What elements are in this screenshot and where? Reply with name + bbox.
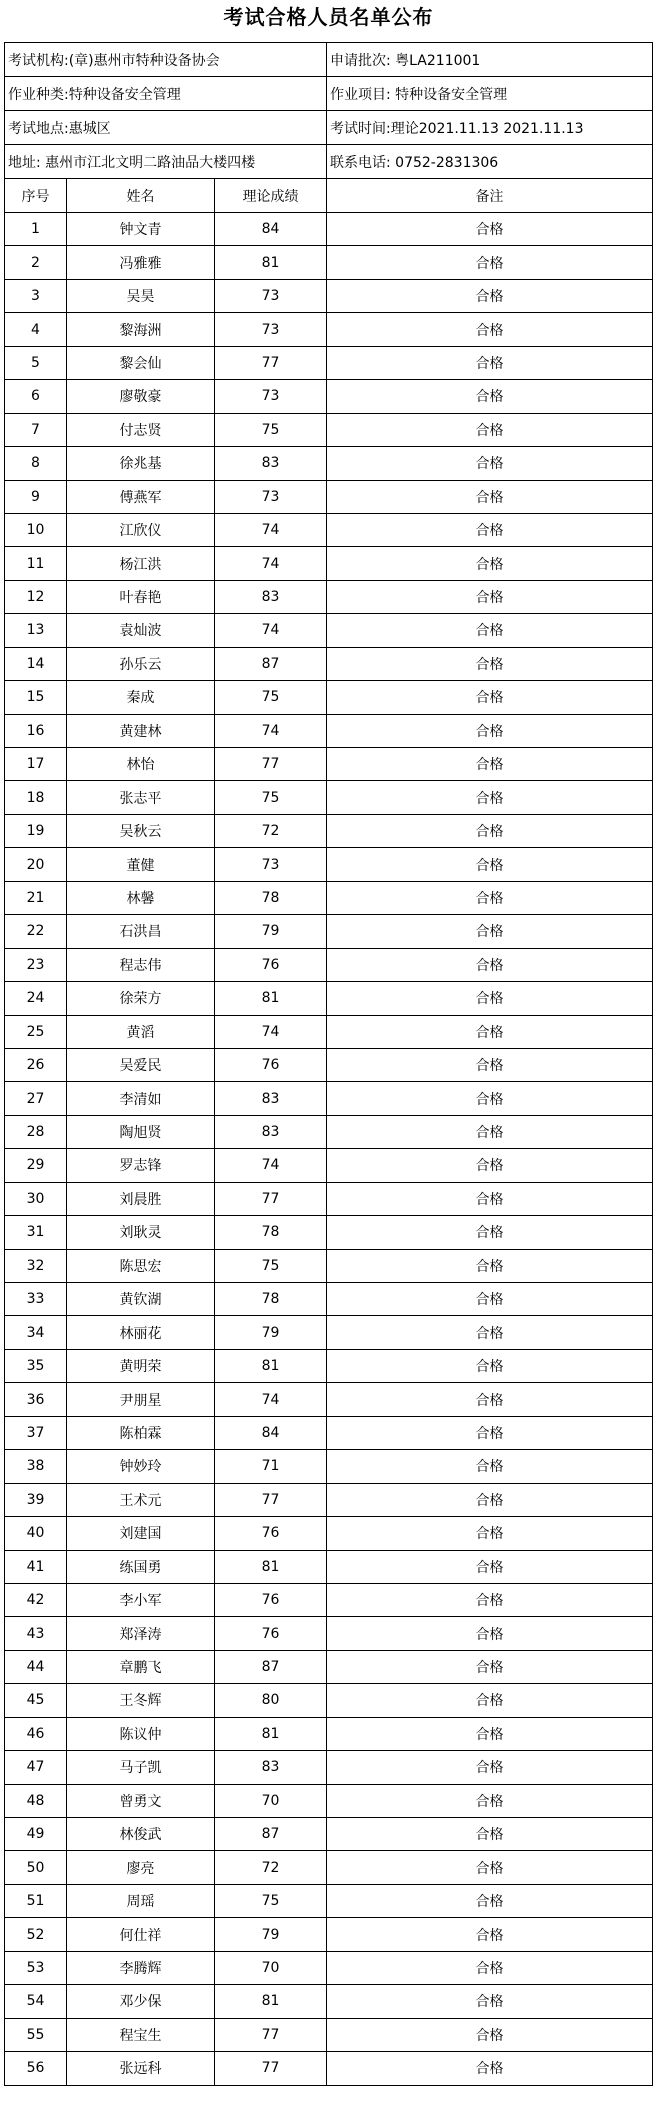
row-remark: 合格	[327, 1115, 653, 1148]
row-name: 陶旭贤	[67, 1115, 215, 1148]
row-name: 李小军	[67, 1583, 215, 1616]
row-score: 72	[215, 1851, 327, 1884]
row-name: 马子凯	[67, 1751, 215, 1784]
row-name: 黄滔	[67, 1015, 215, 1048]
row-index: 32	[5, 1249, 67, 1282]
contact-phone: 联系电话: 0752-2831306	[327, 145, 653, 179]
table-row	[5, 1082, 653, 1115]
row-index: 51	[5, 1884, 67, 1917]
info-row	[5, 77, 653, 111]
row-score: 73	[215, 848, 327, 881]
row-score: 77	[215, 2018, 327, 2051]
table-row	[5, 1717, 653, 1750]
row-index: 2	[5, 246, 67, 279]
row-index: 21	[5, 881, 67, 914]
row-score: 81	[215, 246, 327, 279]
row-name: 程宝生	[67, 2018, 215, 2051]
column-header-remark: 备注	[327, 179, 653, 213]
row-score: 73	[215, 313, 327, 346]
row-name: 秦成	[67, 681, 215, 714]
row-remark: 合格	[327, 413, 653, 446]
row-index: 48	[5, 1784, 67, 1817]
table-row	[5, 246, 653, 279]
row-score: 80	[215, 1684, 327, 1717]
row-remark: 合格	[327, 814, 653, 847]
row-score: 77	[215, 1483, 327, 1516]
row-name: 王冬辉	[67, 1684, 215, 1717]
row-index: 1	[5, 213, 67, 246]
row-remark: 合格	[327, 1650, 653, 1683]
row-name: 罗志锋	[67, 1149, 215, 1182]
row-name: 林馨	[67, 881, 215, 914]
row-remark: 合格	[327, 1985, 653, 2018]
row-name: 黎会仙	[67, 346, 215, 379]
row-index: 12	[5, 580, 67, 613]
row-remark: 合格	[327, 480, 653, 513]
row-score: 83	[215, 1115, 327, 1148]
row-score: 75	[215, 781, 327, 814]
row-index: 20	[5, 848, 67, 881]
table-header-row	[5, 179, 653, 213]
info-row	[5, 145, 653, 179]
column-header-score: 理论成绩	[215, 179, 327, 213]
table-row	[5, 714, 653, 747]
row-name: 石洪昌	[67, 915, 215, 948]
row-score: 71	[215, 1450, 327, 1483]
row-remark: 合格	[327, 1048, 653, 1081]
row-name: 程志伟	[67, 948, 215, 981]
row-index: 45	[5, 1684, 67, 1717]
row-index: 9	[5, 480, 67, 513]
row-score: 81	[215, 1717, 327, 1750]
row-remark: 合格	[327, 1751, 653, 1784]
row-score: 73	[215, 380, 327, 413]
job-item: 作业项目: 特种设备安全管理	[327, 77, 653, 111]
row-score: 81	[215, 982, 327, 1015]
table-row	[5, 213, 653, 246]
row-index: 31	[5, 1216, 67, 1249]
row-name: 李腾辉	[67, 1951, 215, 1984]
row-remark: 合格	[327, 1182, 653, 1215]
table-row	[5, 1015, 653, 1048]
table-row	[5, 279, 653, 312]
row-index: 36	[5, 1383, 67, 1416]
table-row	[5, 982, 653, 1015]
row-index: 40	[5, 1517, 67, 1550]
row-index: 15	[5, 681, 67, 714]
table-row	[5, 2052, 653, 2085]
row-name: 林怡	[67, 748, 215, 781]
row-index: 25	[5, 1015, 67, 1048]
row-index: 27	[5, 1082, 67, 1115]
table-row	[5, 1115, 653, 1148]
row-remark: 合格	[327, 1717, 653, 1750]
row-index: 28	[5, 1115, 67, 1148]
row-score: 83	[215, 447, 327, 480]
row-remark: 合格	[327, 213, 653, 246]
table-row	[5, 1416, 653, 1449]
row-remark: 合格	[327, 1149, 653, 1182]
table-row	[5, 2018, 653, 2051]
row-score: 76	[215, 948, 327, 981]
row-score: 76	[215, 1583, 327, 1616]
row-score: 83	[215, 1082, 327, 1115]
row-name: 黄建林	[67, 714, 215, 747]
row-remark: 合格	[327, 982, 653, 1015]
results-table	[4, 42, 653, 2086]
row-remark: 合格	[327, 748, 653, 781]
row-score: 81	[215, 1550, 327, 1583]
row-name: 练国勇	[67, 1550, 215, 1583]
table-row	[5, 1283, 653, 1316]
row-score: 84	[215, 1416, 327, 1449]
table-row	[5, 1249, 653, 1282]
row-index: 35	[5, 1349, 67, 1382]
row-index: 43	[5, 1617, 67, 1650]
table-row	[5, 1383, 653, 1416]
row-remark: 合格	[327, 1216, 653, 1249]
row-name: 黎海洲	[67, 313, 215, 346]
row-score: 77	[215, 2052, 327, 2085]
row-name: 袁灿波	[67, 614, 215, 647]
row-remark: 合格	[327, 279, 653, 312]
row-name: 林丽花	[67, 1316, 215, 1349]
table-row	[5, 1517, 653, 1550]
row-name: 冯雅雅	[67, 246, 215, 279]
table-row	[5, 1684, 653, 1717]
row-remark: 合格	[327, 1818, 653, 1851]
row-name: 邓少保	[67, 1985, 215, 2018]
column-header-name: 姓名	[67, 179, 215, 213]
row-index: 17	[5, 748, 67, 781]
row-name: 叶春艳	[67, 580, 215, 613]
table-row	[5, 580, 653, 613]
row-name: 刘晨胜	[67, 1182, 215, 1215]
row-score: 76	[215, 1617, 327, 1650]
row-remark: 合格	[327, 1550, 653, 1583]
row-remark: 合格	[327, 1015, 653, 1048]
row-index: 30	[5, 1182, 67, 1215]
row-index: 18	[5, 781, 67, 814]
row-index: 47	[5, 1751, 67, 1784]
row-name: 董健	[67, 848, 215, 881]
row-score: 81	[215, 1349, 327, 1382]
row-remark: 合格	[327, 1884, 653, 1917]
row-index: 6	[5, 380, 67, 413]
row-remark: 合格	[327, 681, 653, 714]
row-remark: 合格	[327, 1316, 653, 1349]
row-index: 26	[5, 1048, 67, 1081]
row-remark: 合格	[327, 1583, 653, 1616]
row-index: 22	[5, 915, 67, 948]
row-remark: 合格	[327, 948, 653, 981]
row-index: 52	[5, 1918, 67, 1951]
row-index: 41	[5, 1550, 67, 1583]
row-remark: 合格	[327, 2052, 653, 2085]
row-index: 33	[5, 1283, 67, 1316]
row-score: 77	[215, 346, 327, 379]
job-category: 作业种类:特种设备安全管理	[5, 77, 327, 111]
row-remark: 合格	[327, 1249, 653, 1282]
exam-institution: 考试机构:(章)惠州市特种设备协会	[5, 43, 327, 77]
row-name: 吴秋云	[67, 814, 215, 847]
row-index: 44	[5, 1650, 67, 1683]
table-row	[5, 1583, 653, 1616]
row-name: 刘建国	[67, 1517, 215, 1550]
table-row	[5, 380, 653, 413]
row-remark: 合格	[327, 380, 653, 413]
row-remark: 合格	[327, 1851, 653, 1884]
row-remark: 合格	[327, 1517, 653, 1550]
table-row	[5, 1182, 653, 1215]
row-score: 78	[215, 881, 327, 914]
info-row	[5, 43, 653, 77]
row-score: 73	[215, 480, 327, 513]
table-row	[5, 781, 653, 814]
row-score: 75	[215, 1884, 327, 1917]
row-remark: 合格	[327, 580, 653, 613]
row-name: 张志平	[67, 781, 215, 814]
row-remark: 合格	[327, 346, 653, 379]
row-score: 83	[215, 1751, 327, 1784]
row-name: 陈议仲	[67, 1717, 215, 1750]
column-header-index: 序号	[5, 179, 67, 213]
row-index: 4	[5, 313, 67, 346]
row-remark: 合格	[327, 1951, 653, 1984]
row-remark: 合格	[327, 447, 653, 480]
row-score: 77	[215, 748, 327, 781]
row-remark: 合格	[327, 1082, 653, 1115]
row-name: 张远科	[67, 2052, 215, 2085]
row-name: 傅燕军	[67, 480, 215, 513]
row-name: 孙乐云	[67, 647, 215, 680]
row-remark: 合格	[327, 915, 653, 948]
row-remark: 合格	[327, 1483, 653, 1516]
exam-location: 考试地点:惠城区	[5, 111, 327, 145]
row-score: 70	[215, 1784, 327, 1817]
row-name: 王术元	[67, 1483, 215, 1516]
row-remark: 合格	[327, 1684, 653, 1717]
row-name: 廖敬豪	[67, 380, 215, 413]
row-score: 74	[215, 1015, 327, 1048]
table-row	[5, 681, 653, 714]
row-index: 46	[5, 1717, 67, 1750]
row-score: 74	[215, 1383, 327, 1416]
row-name: 刘耿灵	[67, 1216, 215, 1249]
table-row	[5, 1751, 653, 1784]
row-index: 23	[5, 948, 67, 981]
row-name: 尹朋星	[67, 1383, 215, 1416]
table-row	[5, 447, 653, 480]
row-score: 75	[215, 1249, 327, 1282]
row-remark: 合格	[327, 1617, 653, 1650]
table-row	[5, 1851, 653, 1884]
table-row	[5, 948, 653, 981]
table-row	[5, 814, 653, 847]
row-index: 16	[5, 714, 67, 747]
row-remark: 合格	[327, 714, 653, 747]
row-index: 49	[5, 1818, 67, 1851]
row-remark: 合格	[327, 1416, 653, 1449]
row-name: 吴爱民	[67, 1048, 215, 1081]
row-name: 吴昊	[67, 279, 215, 312]
table-row	[5, 1483, 653, 1516]
row-remark: 合格	[327, 1918, 653, 1951]
table-row	[5, 1818, 653, 1851]
row-index: 42	[5, 1583, 67, 1616]
row-index: 29	[5, 1149, 67, 1182]
row-index: 53	[5, 1951, 67, 1984]
table-row	[5, 1149, 653, 1182]
row-name: 章鹏飞	[67, 1650, 215, 1683]
row-remark: 合格	[327, 614, 653, 647]
table-row	[5, 1450, 653, 1483]
row-name: 徐荣方	[67, 982, 215, 1015]
row-index: 7	[5, 413, 67, 446]
table-row	[5, 1951, 653, 1984]
row-name: 徐兆基	[67, 447, 215, 480]
row-index: 50	[5, 1851, 67, 1884]
row-remark: 合格	[327, 313, 653, 346]
table-row	[5, 1216, 653, 1249]
row-score: 87	[215, 1818, 327, 1851]
row-index: 34	[5, 1316, 67, 1349]
row-remark: 合格	[327, 513, 653, 546]
table-row	[5, 1617, 653, 1650]
row-name: 钟妙玲	[67, 1450, 215, 1483]
row-score: 79	[215, 915, 327, 948]
row-index: 19	[5, 814, 67, 847]
table-row	[5, 748, 653, 781]
table-row	[5, 1316, 653, 1349]
row-score: 74	[215, 614, 327, 647]
table-row	[5, 1550, 653, 1583]
row-index: 3	[5, 279, 67, 312]
row-score: 75	[215, 413, 327, 446]
row-name: 李清如	[67, 1082, 215, 1115]
row-name: 曾勇文	[67, 1784, 215, 1817]
row-remark: 合格	[327, 647, 653, 680]
row-name: 黄明荣	[67, 1349, 215, 1382]
page-title: 考试合格人员名单公布	[223, 5, 434, 29]
row-score: 79	[215, 1918, 327, 1951]
row-score: 74	[215, 714, 327, 747]
row-remark: 合格	[327, 547, 653, 580]
row-index: 13	[5, 614, 67, 647]
table-row	[5, 413, 653, 446]
table-row	[5, 1985, 653, 2018]
row-name: 江欣仪	[67, 513, 215, 546]
row-remark: 合格	[327, 1784, 653, 1817]
table-row	[5, 1048, 653, 1081]
table-row	[5, 614, 653, 647]
row-remark: 合格	[327, 781, 653, 814]
row-score: 78	[215, 1216, 327, 1249]
row-score: 83	[215, 580, 327, 613]
row-name: 廖亮	[67, 1851, 215, 1884]
row-score: 75	[215, 681, 327, 714]
row-score: 74	[215, 1149, 327, 1182]
row-index: 54	[5, 1985, 67, 2018]
row-score: 76	[215, 1048, 327, 1081]
exam-time: 考试时间:理论2021.11.13 2021.11.13	[327, 111, 653, 145]
row-remark: 合格	[327, 1349, 653, 1382]
row-remark: 合格	[327, 848, 653, 881]
row-name: 郑泽涛	[67, 1617, 215, 1650]
row-name: 杨江洪	[67, 547, 215, 580]
row-index: 10	[5, 513, 67, 546]
table-row	[5, 848, 653, 881]
row-index: 56	[5, 2052, 67, 2085]
row-name: 钟文青	[67, 213, 215, 246]
row-remark: 合格	[327, 1450, 653, 1483]
row-index: 8	[5, 447, 67, 480]
table-row	[5, 547, 653, 580]
row-score: 87	[215, 647, 327, 680]
row-index: 11	[5, 547, 67, 580]
row-index: 24	[5, 982, 67, 1015]
row-remark: 合格	[327, 1383, 653, 1416]
table-row	[5, 1784, 653, 1817]
row-name: 陈思宏	[67, 1249, 215, 1282]
row-score: 78	[215, 1283, 327, 1316]
info-row	[5, 111, 653, 145]
row-index: 38	[5, 1450, 67, 1483]
row-name: 付志贤	[67, 413, 215, 446]
row-score: 76	[215, 1517, 327, 1550]
row-remark: 合格	[327, 2018, 653, 2051]
row-score: 81	[215, 1985, 327, 2018]
table-row	[5, 513, 653, 546]
application-batch: 申请批次: 粤LA211001	[327, 43, 653, 77]
row-score: 84	[215, 213, 327, 246]
row-remark: 合格	[327, 246, 653, 279]
table-row	[5, 881, 653, 914]
row-score: 87	[215, 1650, 327, 1683]
row-score: 79	[215, 1316, 327, 1349]
row-name: 陈柏霖	[67, 1416, 215, 1449]
row-name: 黄钦湖	[67, 1283, 215, 1316]
row-remark: 合格	[327, 881, 653, 914]
row-score: 70	[215, 1951, 327, 1984]
row-name: 林俊武	[67, 1818, 215, 1851]
row-score: 74	[215, 547, 327, 580]
row-name: 周瑶	[67, 1884, 215, 1917]
table-row	[5, 1650, 653, 1683]
table-row	[5, 1884, 653, 1917]
row-score: 73	[215, 279, 327, 312]
table-row	[5, 1918, 653, 1951]
table-row	[5, 915, 653, 948]
table-row	[5, 480, 653, 513]
row-remark: 合格	[327, 1283, 653, 1316]
table-row	[5, 346, 653, 379]
row-score: 74	[215, 513, 327, 546]
address: 地址: 惠州市江北文明二路油品大楼四楼	[5, 145, 327, 179]
row-index: 55	[5, 2018, 67, 2051]
row-index: 5	[5, 346, 67, 379]
row-score: 72	[215, 814, 327, 847]
table-row	[5, 313, 653, 346]
row-index: 39	[5, 1483, 67, 1516]
table-row	[5, 647, 653, 680]
row-index: 14	[5, 647, 67, 680]
table-row	[5, 1349, 653, 1382]
row-score: 77	[215, 1182, 327, 1215]
row-name: 何仕祥	[67, 1918, 215, 1951]
row-index: 37	[5, 1416, 67, 1449]
